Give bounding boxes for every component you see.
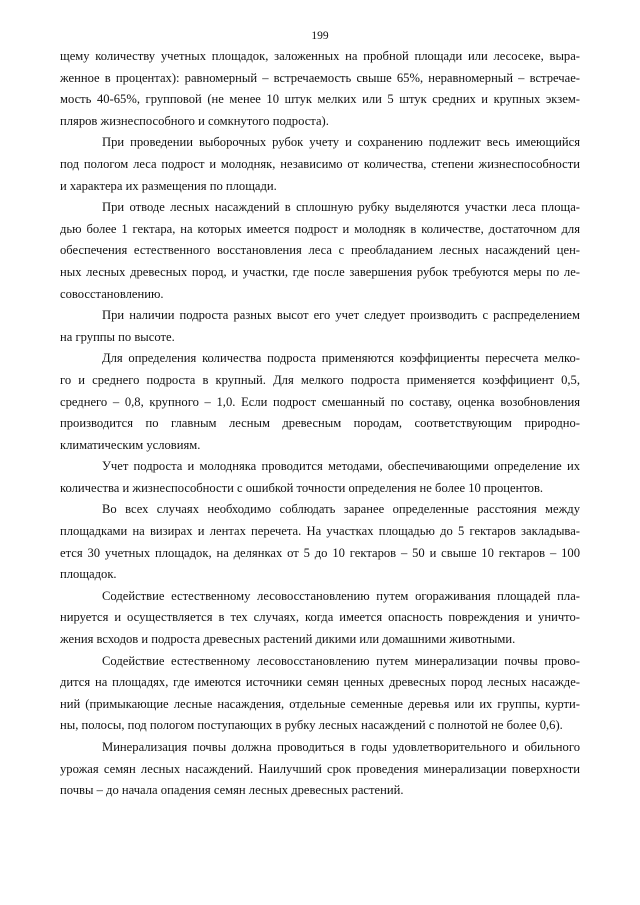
text-line: совосстановлению. bbox=[60, 286, 164, 301]
text-line: дью более 1 гектара, на которых имеется подрост и молодняк в количестве, достаточном для bbox=[60, 221, 580, 236]
text-line: под пологом леса подрост и молодняк, независимо от количества, степени жизнеспособности bbox=[60, 156, 580, 171]
text-line: Минерализация почвы должна проводиться в годы удовлетворительного и обильного bbox=[102, 740, 580, 754]
text-line: ных лесных древесных пород, и участки, где после завершения рубок требуются меры по ле- bbox=[60, 264, 580, 279]
text-line: ны, полосы, под пологом поступающих в рубку лесных насаждений с полнотой не более 0,6). bbox=[60, 718, 563, 733]
text-line: жения всходов и подроста древесных растений дикими или домашними животными. bbox=[60, 632, 516, 647]
text-line: При наличии подроста разных высот его учет следует производить с распределением bbox=[102, 308, 580, 323]
paragraph bbox=[60, 737, 580, 802]
text-line: мость 40-65%, групповой (не менее 10 штук мелких или 5 штук средних и крупных экзем- bbox=[60, 92, 580, 107]
paragraph bbox=[60, 586, 580, 651]
text-line: ний (примыкающие лесные насаждения, отдельные семенные деревья или их группы, курти- bbox=[60, 696, 580, 711]
text-line: на группы по высоте. bbox=[60, 329, 175, 344]
text-line: почвы – до начала опадения семян лесных древесных растений. bbox=[60, 783, 404, 798]
text-line: площадок. bbox=[60, 567, 117, 582]
text-line: Во всех случаях необходимо соблюдать заранее определенные расстояния между bbox=[102, 502, 580, 517]
text-line: дится на площадях, где имеются источники семян ценных древесных пород лесных насажде- bbox=[60, 675, 580, 690]
paragraph bbox=[60, 651, 580, 737]
text-line: Для определения количества подроста применяются коэффициенты пересчета мелко- bbox=[102, 351, 580, 366]
text-line: При проведении выборочных рубок учету и сохранению подлежит весь имеющийся bbox=[102, 135, 580, 150]
text-line: количества и жизнеспособности с ошибкой точности определения не более 10 процентов. bbox=[60, 480, 544, 495]
text-line: нируется и осуществляется в тех случаях, когда имеется опасность повреждения и уничто- bbox=[60, 610, 580, 625]
text-line: урожая семян лесных насаждений. Наилучший срок проведения минерализации поверхности bbox=[60, 761, 580, 776]
paragraph bbox=[60, 305, 580, 348]
paragraph bbox=[60, 348, 580, 456]
text-line: климатическим условиям. bbox=[60, 437, 201, 452]
text-line: пляров жизнеспособного и сомкнутого подроста). bbox=[60, 113, 329, 128]
paragraph bbox=[60, 197, 580, 305]
text-line: щему количеству учетных площадок, заложенных на пробной площади или лесосеке, выра- bbox=[60, 49, 580, 63]
paragraph bbox=[60, 46, 580, 132]
paragraph bbox=[60, 456, 580, 499]
page-number: 199 bbox=[311, 30, 329, 42]
text-line: производится по главным лесным древесным породам, соответствующим природно- bbox=[60, 416, 580, 431]
text-line: Содействие естественному лесовосстановлению путем минерализации почвы прово- bbox=[102, 653, 580, 668]
text-line: обеспечения естественного восстановления леса с преобладанием лесных насаждений цен- bbox=[60, 243, 580, 258]
text-line: площадками на визирах и лентах перечета. На участках площадью до 5 гектаров закладыва- bbox=[60, 524, 580, 539]
text-line: ется 30 учетных площадок, на делянках от 5 до 10 гектаров – 50 и свыше 10 гектаров – 100 bbox=[60, 545, 580, 560]
text-line: го и среднего подроста в крупный. Для мелкого подроста применяется коэффициент 0,5, bbox=[60, 372, 580, 387]
text-line: среднего – 0,8, крупного – 1,0. Если подрост смешанный по составу, оценка возобновления bbox=[60, 394, 580, 409]
text-line: Содействие естественному лесовосстановлению путем огораживания площадей пла- bbox=[102, 588, 580, 603]
paragraph bbox=[60, 499, 580, 585]
text-line: При отводе лесных насаждений в сплошную рубку выделяются участки леса площа- bbox=[102, 200, 580, 215]
text-line: Учет подроста и молодняка проводится методами, обеспечивающими определение их bbox=[102, 459, 580, 474]
text-line: и характера их размещения по площади. bbox=[60, 178, 277, 193]
body-text bbox=[60, 46, 580, 802]
paragraph bbox=[60, 132, 580, 197]
text-line: женное в процентах): равномерный – встречаемость свыше 65%, неравномерный – встречае- bbox=[60, 70, 580, 85]
